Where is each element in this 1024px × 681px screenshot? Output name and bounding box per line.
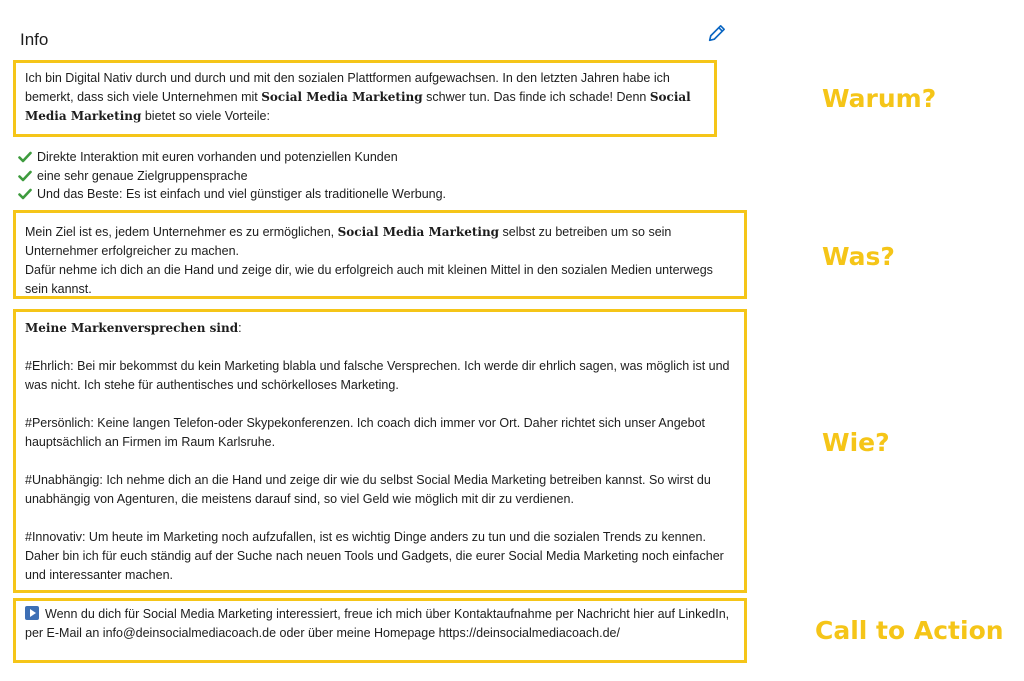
goal-text-2: Dafür nehme ich dich an die Hand und zeige dir, wie du erfolgreich auch mit kleinen Mittel in den sozialen Medien unterwegs sein kannst. (25, 263, 713, 296)
checkmark-icon (18, 150, 32, 164)
goal-box (13, 210, 747, 299)
list-item: Direkte Interaktion mit euren vorhanden und potenziellen Kunden (18, 148, 446, 167)
edit-pencil-icon[interactable] (706, 22, 728, 44)
checkmark-icon (18, 169, 32, 183)
cta-box (13, 598, 747, 663)
promise-honest: #Ehrlich: Bei mir bekommst du kein Marketing blabla und falsche Versprechen. Ich werde dir ehrlich sagen, was möglich ist und was nicht. Ich stehe für authentisches und schörkelloses Marketing. (25, 359, 730, 392)
intro-text: Ich bin Digital Nativ durch und durch und mit den sozialen Plattformen aufgewachsen. In den letzten Jahren habe ich bemerkt, dass sich viele Unternehmen mit Social Media Marketing schwer tun. Das finde ich schade! Denn Social Media Marketing bietet so viele Vorteile: (25, 71, 691, 123)
bold-keyword: Social Media Marketing (25, 90, 691, 123)
benefits-list (18, 148, 446, 204)
list-item: eine sehr genaue Zielgruppensprache (18, 167, 446, 186)
annotation-wie: Wie? (822, 428, 890, 457)
promise-personal: #Persönlich: Keine langen Telefon-oder Skypekonferenzen. Ich coach dich immer vor Ort. Daher richtet sich unser Angebot hauptsächlich an Firmen im Raum Karlsruhe. (25, 416, 705, 449)
cta-text: Wenn du dich für Social Media Marketing interessiert, freue ich mich über Kontaktaufnahme per Nachricht hier auf LinkedIn, per E-Mail an info@deinsocialmediacoach.de oder über meine Homepage https://deinsocialmediacoach.de/ (25, 607, 730, 640)
promise-innovative: #Innovativ: Um heute im Marketing noch aufzufallen, ist es wichtig Dinge anders zu tun und die sozialen Trends zu kennen. Daher bin ich für euch ständig auf der Suche nach neuen Tools und Gadgets, die eurer Social Media Marketing noch einfacher und interessanter machen. (25, 530, 724, 582)
annotation-was: Was? (822, 242, 895, 271)
list-item: Und das Beste: Es ist einfach und viel günstiger als traditionelle Werbung. (18, 185, 446, 204)
intro-box (13, 60, 717, 137)
promises-heading: Meine Markenversprechen sind: (25, 321, 242, 335)
section-title: Info (20, 30, 49, 49)
checkmark-icon (18, 187, 32, 201)
bold-keyword: Social Media Marketing (337, 225, 500, 239)
promise-independent: #Unabhängig: Ich nehme dich an die Hand und zeige dir wie du selbst Social Media Marketing betreiben kannst. So wirst du unabhängig von Agenturen, die meistens darauf sind, so viel Geld wie möglich mit dir zu verdienen. (25, 473, 711, 506)
goal-text: Mein Ziel ist es, jedem Unternehmer es zu ermöglichen, Social Media Marketing selbst zu betreiben um so sein Unternehmer erfolgreicher zu machen. (25, 225, 672, 258)
bold-keyword: Social Media Marketing (261, 90, 423, 104)
promises-box (13, 309, 747, 593)
annotation-cta: Call to Action (815, 616, 1004, 645)
play-icon (25, 606, 39, 620)
annotation-warum: Warum? (822, 84, 937, 113)
